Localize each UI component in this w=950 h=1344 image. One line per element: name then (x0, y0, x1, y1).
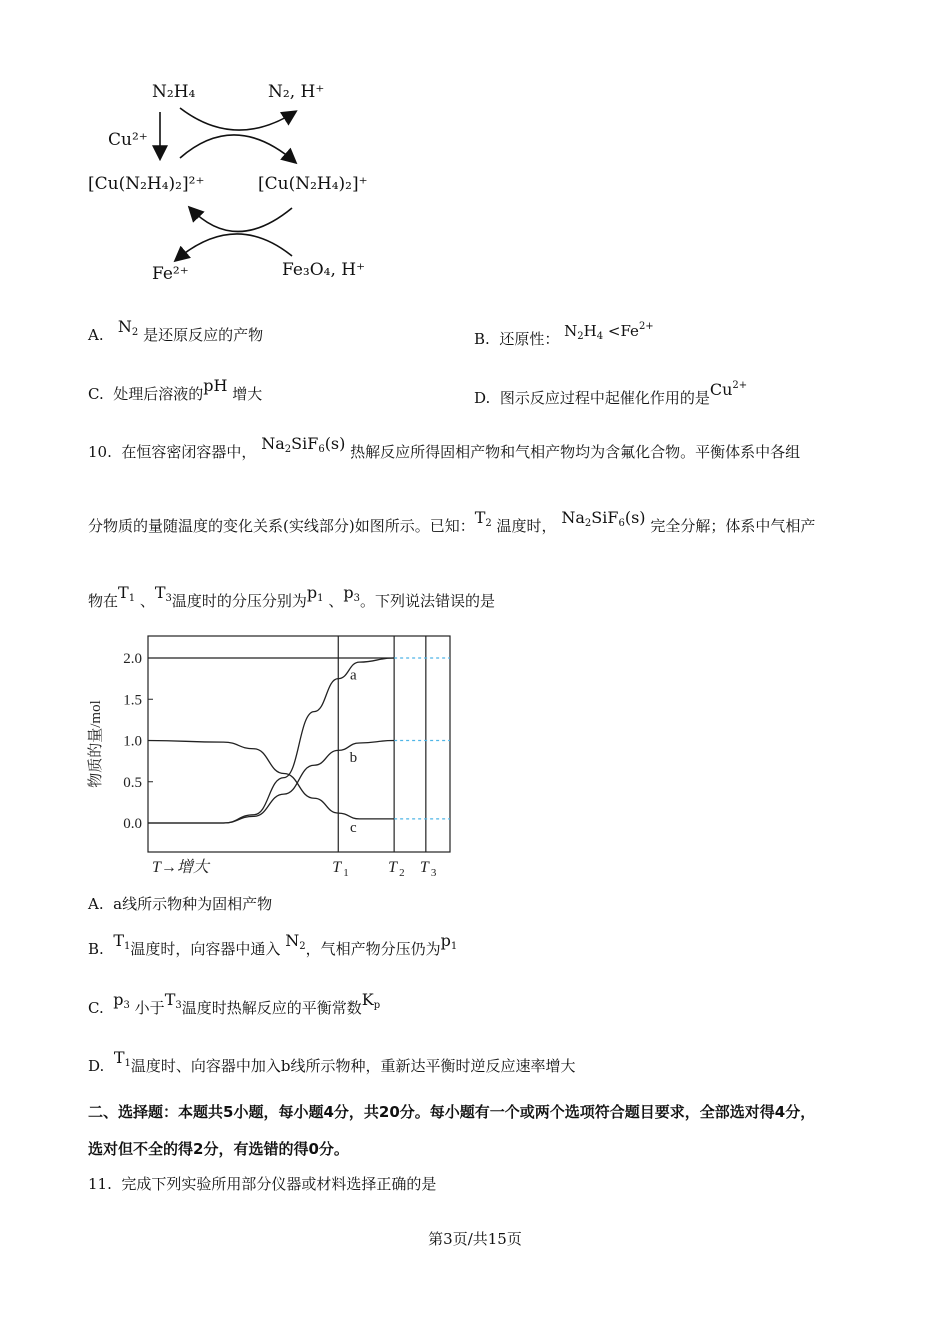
section-2-heading-cont: 选对但不全的得2分，有选错的得0分。 (88, 1140, 349, 1158)
q10-line-3: 物在$T^1$ 、$T^3$温度时的分压分别为$p^1$ 、$p^3$。下列说法错误的是 (88, 583, 495, 610)
complex-1plus: [Cu(N₂H₄)₂]⁺ (258, 174, 368, 194)
temperature-marker-sub: 2 (399, 867, 405, 879)
series-label-a: a (350, 667, 357, 684)
q9-option-c: C. 处理后溶液的pH 增大 (88, 376, 263, 403)
q10-option-a: A. a线所示物种为固相产物 (88, 895, 273, 913)
q9-option-d: D. 图示反应过程中起催化作用的是$Cu^{2+}$ (474, 380, 748, 407)
series-curve-c (148, 741, 394, 819)
product-n2-h: N₂, H⁺ (268, 82, 325, 102)
q10-line-2: 分物质的量随温度的变化关系(实线部分)如图所示。已知：$T^2$ 温度时， $Na_2SiF_6(s)$ 完全分解；体系中气相产 (88, 508, 816, 535)
y-axis-label: 物质的量/mol (88, 700, 104, 788)
series-label-b: b (349, 750, 358, 766)
catalyst-cu: Cu²⁺ (108, 130, 148, 150)
reactant-n2h4: N₂H₄ (152, 82, 196, 102)
page-footer: 第3页/共15页 (428, 1230, 522, 1248)
q9-option-a: A. $N^2$ 是还原反应的产物 (88, 317, 264, 344)
product-fe2: Fe²⁺ (152, 264, 189, 284)
x-axis-label: T→增大 (152, 859, 209, 876)
q10-option-b: B. $T^1$温度时，向容器中通入 $N^2$，气相产物分压仍为$p^1$ (88, 931, 458, 958)
complex-2plus: [Cu(N₂H₄)₂]²⁺ (88, 174, 205, 194)
q11-stem: 11. 完成下列实验所用部分仪器或材料选择正确的是 (88, 1175, 437, 1193)
section-2-heading: 二、选择题：本题共5小题，每小题4分，共20分。每小题有一个或两个选项符合题目要求，全部选对得4分， (88, 1103, 816, 1121)
q10-option-d: D. $T^1$温度时、向容器中加入b线所示物种，重新达平衡时逆反应速率增大 (88, 1048, 576, 1075)
temperature-marker-sub: 3 (430, 867, 437, 879)
temperature-marker-label: T (419, 859, 429, 876)
temperature-marker-label: T (332, 859, 342, 876)
y-tick-label: 0.0 (123, 816, 142, 832)
q10-option-c: C. $p^3$ 小于$T^3$温度时热解反应的平衡常数$K^p$ (88, 990, 381, 1017)
temperature-marker-label: T (388, 859, 398, 876)
series-curve-a (148, 658, 394, 823)
amount-temperature-chart (80, 630, 460, 880)
series-label-c: c (350, 820, 357, 837)
series-curve-b (148, 741, 394, 824)
mechanism-arrows (80, 80, 400, 290)
y-tick-label: 1.0 (123, 733, 142, 750)
y-tick-label: 0.5 (123, 774, 142, 791)
temperature-marker-sub: 1 (343, 867, 349, 879)
q9-option-b: B. 还原性： $N_2H_4 <Fe^{2+}$ (474, 321, 654, 348)
y-tick-label: 1.5 (123, 692, 142, 709)
y-tick-label: 2.0 (123, 651, 142, 667)
reactant-fe3o4: Fe₃O₄, H⁺ (282, 260, 366, 280)
q10-line-1: 10. 在恒容密闭容器中， $Na_2SiF_6(s)$ 热解反应所得固相产物和气相产物均为含氟化合物。平衡体系中各组 (88, 434, 801, 461)
